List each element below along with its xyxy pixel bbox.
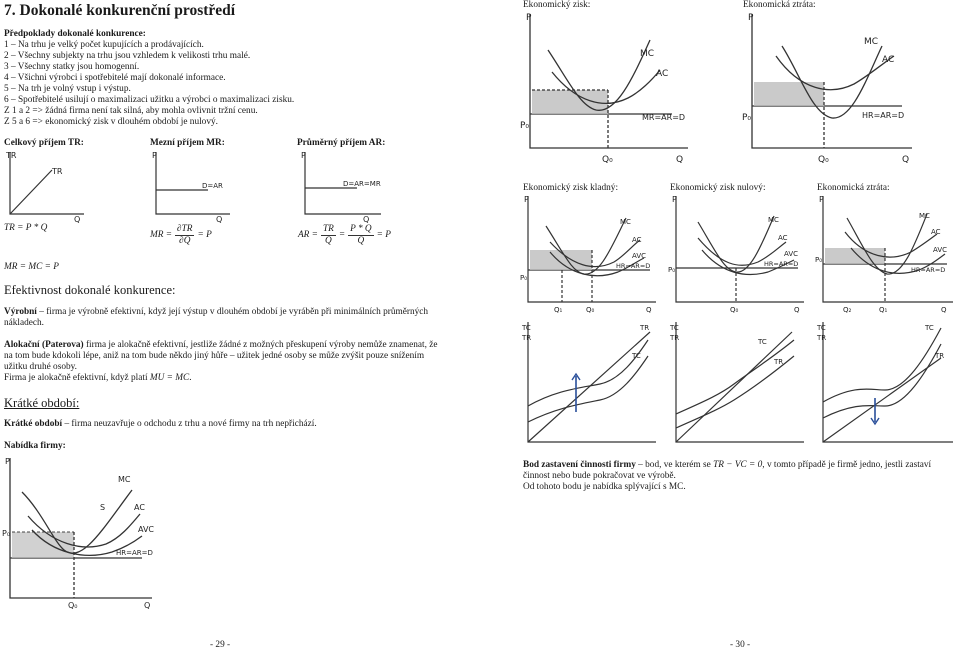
shutdown-text1: – bod, ve kterém se <box>635 460 711 470</box>
p-axis-label: P <box>819 195 824 204</box>
assumption-item: 3 – Všechny statky jsou homogenní. <box>4 62 140 72</box>
loss-caption: Ekonomická ztráta: <box>817 183 890 193</box>
q-axis-label: Q <box>363 215 370 224</box>
productive-term: Výrobní <box>4 307 37 317</box>
mr-ar-d-label: HR=AR=D <box>616 262 651 270</box>
allocative-term: Alokační (Paterova) <box>4 340 84 350</box>
q-axis-label: Q <box>902 155 910 165</box>
mc-label: MC <box>864 37 879 47</box>
q0-label: Q₀ <box>68 601 78 610</box>
conclusion-item: Z 1 a 2 => žádná firma není tak silná, aby mohla ovlivnit tržní cenu. <box>4 106 258 116</box>
mr-ar-d-label: HR=AR=D <box>764 260 799 268</box>
q1-label: Q₁ <box>879 306 888 314</box>
shutdown-supply: Od tohoto bodu je nabídka splývající s MC. <box>523 482 686 492</box>
formula-mr-den: ∂Q <box>179 236 191 246</box>
q-axis-label: Q <box>74 215 81 224</box>
econ-loss-caption: Ekonomická ztráta: <box>743 0 816 10</box>
assumption-item: 5 – Na trh je volný vstup i výstup. <box>4 84 131 94</box>
formula-mr <box>150 224 212 247</box>
tc-tr-zero-sketch <box>668 318 808 448</box>
mr-ar-d-label: HR=AR=D <box>862 111 905 120</box>
allocative-condition: Firma je alokačně efektivní, když platí MU = MC. <box>4 373 192 383</box>
assumption-item: 2 – Všechny subjekty na trhu jsou vzhledem k velikosti trhu malé. <box>4 51 251 61</box>
tr-curve-label: TR <box>52 167 63 176</box>
q0-label: Q₀ <box>602 155 613 165</box>
p-axis-label: P <box>301 151 306 160</box>
ac-label: AC <box>656 69 669 79</box>
productive-text: – firma je výrobně efektivní, když její výstup v dlouhém období je vyráběn při minimálních průměrných nákladech. <box>4 307 429 328</box>
ac-label: AC <box>931 228 941 236</box>
formula-ar-rhs: = P <box>376 230 391 240</box>
tr-curve-label: TR <box>935 352 945 360</box>
tc-axis-label: TC <box>522 324 531 332</box>
q-axis-label: Q <box>646 306 652 314</box>
q-axis-label: Q <box>941 306 947 314</box>
tc-tr-profit-sketch <box>520 318 660 448</box>
page-title: 7. Dokonalé konkurenční prostředí <box>4 2 236 19</box>
avc-label: AVC <box>632 252 647 260</box>
avc-label: AVC <box>784 250 799 258</box>
tc-curve-label: TC <box>632 352 641 360</box>
p-axis-label: P <box>5 457 10 466</box>
mr-sketch <box>150 148 234 224</box>
tr-label: Celkový příjem TR: <box>4 138 84 148</box>
mr-ar-d-label: HR=AR=D <box>116 549 153 557</box>
mc-label: MC <box>118 475 131 484</box>
formula-mr-mc: MR = MC = P <box>4 262 59 272</box>
assumptions-heading: Předpoklady dokonalé konkurence: <box>4 29 146 39</box>
s-label: S <box>100 503 106 512</box>
profit-positive-caption: Ekonomický zisk kladný: <box>523 183 619 193</box>
p0-label: P₀ <box>520 121 530 131</box>
p0-label: P₀ <box>742 113 752 123</box>
tc-axis-label: TC <box>817 324 826 332</box>
econ-profit-caption: Ekonomický zisk: <box>523 0 591 10</box>
formula-mr-rhs: = P <box>197 230 212 240</box>
p0-label: P₀ <box>2 529 11 538</box>
tr-sketch <box>4 148 88 224</box>
ar-label: Průměrný příjem AR: <box>297 138 386 148</box>
supply-label: Nabídka firmy: <box>4 441 66 451</box>
p-axis-label: P <box>152 151 157 160</box>
q-axis-label: Q <box>144 601 151 610</box>
loss-sketch <box>815 192 957 318</box>
ac-label: AC <box>778 234 788 242</box>
formula-tr: TR = P * Q <box>4 223 48 233</box>
profit-zero-sketch <box>668 192 808 318</box>
q-axis-label: Q <box>794 306 800 314</box>
mc-label: MC <box>640 49 655 59</box>
productive-efficiency <box>4 307 444 329</box>
mc-label: MC <box>620 218 631 226</box>
econ-loss-sketch <box>742 10 922 170</box>
shutdown-text2: , v tomto případě je firmě jedno, jestli zastaví činnost nebo bude pokračovat ve výrobě. <box>523 460 932 481</box>
q0-label: Q₀ <box>818 155 829 165</box>
assumption-item: 6 – Spotřebitelé usilují o maximalizaci užitku a výrobci o maximalizaci zisku. <box>4 95 295 105</box>
tc-tr-loss-sketch <box>815 318 957 448</box>
mr-ar-d-label: HR=AR=D <box>911 266 946 274</box>
econ-profit-sketch <box>520 10 692 170</box>
tr-axis-label: TR <box>670 334 680 342</box>
tr-axis-label: TR <box>522 334 532 342</box>
tc-axis-label: TC <box>670 324 679 332</box>
ar-sketch <box>297 148 389 224</box>
q-axis-label: Q <box>676 155 684 165</box>
p0-label: P₀ <box>668 266 676 274</box>
ac-label: AC <box>134 503 145 512</box>
formula-mr-lhs: MR = <box>150 230 173 240</box>
q-axis-label: Q <box>216 215 223 224</box>
assumption-item: 4 – Všichni výrobci i spotřebitelé mají dokonalé informace. <box>4 73 226 83</box>
short-run-term: Krátké období <box>4 419 63 429</box>
formula-ar-lhs: AR = <box>298 230 318 240</box>
assumption-item: 1 – Na trhu je velký počet kupujících a prodávajících. <box>4 40 204 50</box>
mc-label: MC <box>768 216 779 224</box>
tr-curve-label: TR <box>640 324 650 332</box>
profit-positive-sketch <box>520 192 660 318</box>
formula-ar <box>298 224 391 247</box>
short-run-text: – firma neuzavřuje o odchodu z trhu a nové firmy na trh nepřichází. <box>62 419 317 429</box>
tc-curve-label: TC <box>758 338 767 346</box>
d-ar-mr-label: D=AR=MR <box>343 180 381 188</box>
ac-label: AC <box>632 236 642 244</box>
formula-ar-num2: P * Q <box>350 224 372 234</box>
avc-label: AVC <box>933 246 948 254</box>
d-ar-label: D=AR <box>202 182 223 190</box>
q0-label: Q₀ <box>730 306 739 314</box>
allocative-text: firma je alokačně efektivní, jestliže žádné z možných přeskupení výroby nemůže znamenat, že na tom bude kdokoli lépe, aniž na tom bude někdo jiný hůře – užitek jedné osoby se může zvýšit pouze snížením užitku druhé osoby. <box>4 340 438 372</box>
efficiency-heading: Efektivnost dokonalé konkurence: <box>4 283 176 297</box>
p0-label: P₀ <box>520 274 528 282</box>
shutdown-point <box>523 460 959 482</box>
formula-ar-den1: Q <box>325 236 332 246</box>
q1-label: Q₁ <box>554 306 563 314</box>
q2-label: Q₂ <box>843 306 852 314</box>
p0-label: P₀ <box>815 256 823 264</box>
short-run-definition <box>4 419 317 430</box>
tr-curve-label: TR <box>774 358 784 366</box>
mc-label: MC <box>919 212 930 220</box>
p-axis-label: P <box>526 13 532 23</box>
allocative-formula: MU = MC <box>149 373 190 383</box>
shutdown-term: Bod zastavení činnosti firmy <box>523 460 636 470</box>
p-axis-label: P <box>524 195 529 204</box>
supply-sketch <box>2 452 162 612</box>
tr-axis-label: TR <box>6 151 17 160</box>
conclusion-item: Z 5 a 6 => ekonomický zisk v dlouhém období je nulový. <box>4 117 218 127</box>
short-run-heading: Krátké období: <box>4 396 80 410</box>
page-number-left: - 29 - <box>210 640 231 650</box>
formula-ar-num1: TR <box>322 224 334 234</box>
allocative-cond-text: Firma je alokačně efektivní, když platí <box>4 373 148 383</box>
avc-label: AVC <box>138 525 155 534</box>
tr-axis-label: TR <box>817 334 827 342</box>
formula-ar-eq: = <box>338 230 346 240</box>
mr-ar-d-label: MR=AR=D <box>642 113 686 122</box>
p-axis-label: P <box>748 13 754 23</box>
ac-label: AC <box>882 55 895 65</box>
tc-curve-label: TC <box>925 324 934 332</box>
formula-ar-den2: Q <box>357 236 365 246</box>
p-axis-label: P <box>672 195 677 204</box>
formula-mr-num: ∂TR <box>177 224 193 234</box>
allocative-efficiency <box>4 340 446 373</box>
mr-label: Mezní příjem MR: <box>150 138 225 148</box>
profit-zero-caption: Ekonomický zisk nulový: <box>670 183 766 193</box>
q0-label: Q₀ <box>586 306 595 314</box>
shutdown-formula: TR − VC = 0 <box>713 460 763 470</box>
page-number-right: - 30 - <box>730 640 751 650</box>
